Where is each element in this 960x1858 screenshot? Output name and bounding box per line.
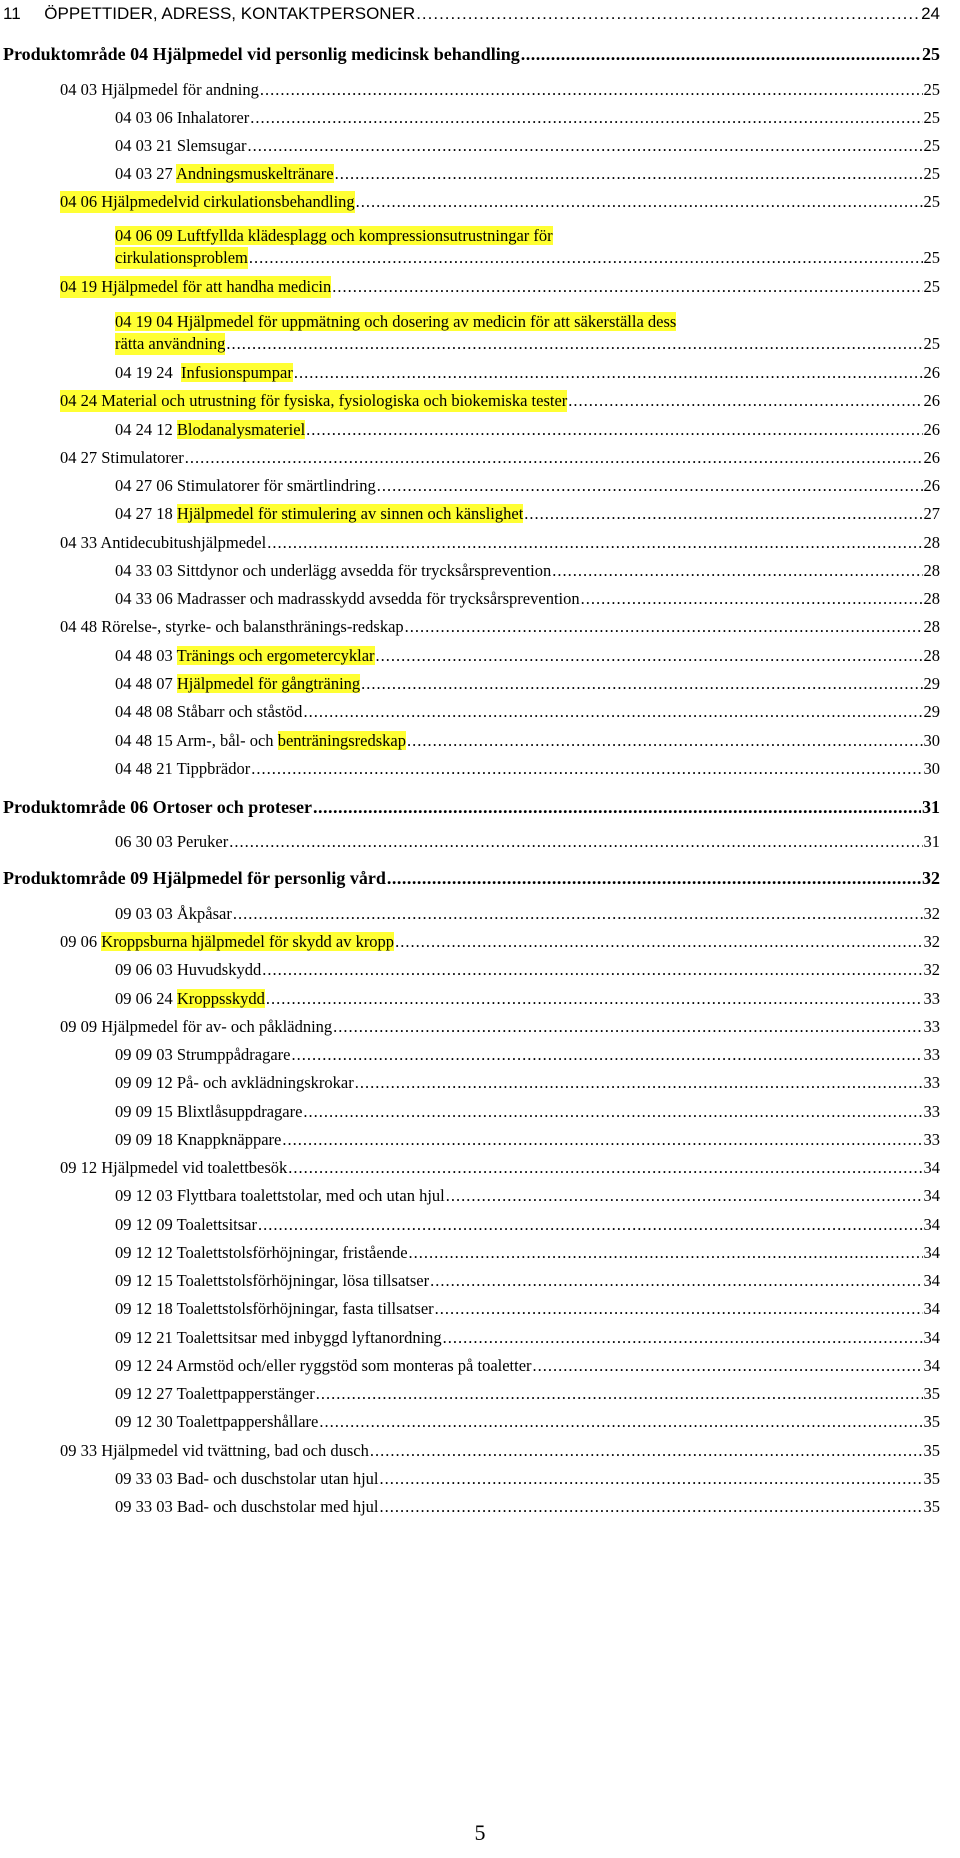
toc-entry[interactable] xyxy=(115,588,940,610)
toc-entry-title: 09 09 12 På- och avklädningskrokar xyxy=(115,1073,354,1092)
toc-entry[interactable] xyxy=(115,1298,940,1320)
toc-page-number: 34 xyxy=(923,1215,940,1234)
toc-page-number: 29 xyxy=(923,674,940,693)
toc-entry-title: 09 12 12 Toalettstolsförhöjningar, fristående xyxy=(115,1243,408,1262)
toc-entry-title-continued: rätta användning xyxy=(115,334,226,353)
toc-leader-dots xyxy=(581,588,923,610)
toc-page-number: 33 xyxy=(923,989,940,1008)
toc-entry[interactable] xyxy=(60,532,940,554)
toc-section-heading[interactable] xyxy=(3,796,940,818)
toc-entry-title: 04 33 03 Sittdynor och underlägg avsedda för trycksårsprevention xyxy=(115,561,552,580)
toc-entry-title: 04 24 12 Blodanalysmateriel xyxy=(115,420,306,439)
toc-entry-title: 09 06 Kroppsburna hjälpmedel för skydd av kropp xyxy=(60,932,395,951)
toc-entry[interactable] xyxy=(115,831,940,853)
toc-page-number: 34 xyxy=(923,1328,940,1347)
toc-leader-dots xyxy=(258,1214,923,1236)
toc-leader-dots xyxy=(395,931,922,953)
toc-entry[interactable] xyxy=(115,1101,940,1123)
toc-page-number: 31 xyxy=(922,797,940,817)
toc-entry-title-continued: cirkulationsproblem xyxy=(115,248,248,267)
toc-page-number: 29 xyxy=(923,702,940,721)
toc-page-number: 35 xyxy=(923,1412,940,1431)
toc-page-number: 25 xyxy=(923,192,940,211)
toc-entry-title: 06 30 03 Peruker xyxy=(115,832,229,851)
toc-entry-title: 09 12 03 Flyttbara toalettstolar, med och utan hjul xyxy=(115,1186,445,1205)
toc-page-number: 25 xyxy=(923,164,940,183)
toc-page-number: 27 xyxy=(923,504,940,523)
toc-entry[interactable] xyxy=(60,390,940,412)
toc-page-number: 28 xyxy=(923,561,940,580)
toc-entry-title: Produktområde 09 Hjälpmedel för personlig vård xyxy=(3,868,386,888)
toc-entry-title: 09 12 15 Toalettstolsförhöjningar, lösa tillsatser xyxy=(115,1271,430,1290)
page-number: 5 xyxy=(474,1820,486,1845)
toc-entry[interactable] xyxy=(60,191,940,213)
toc-page-number: 26 xyxy=(923,391,940,410)
toc-entry-title: 09 33 Hjälpmedel vid tvättning, bad och dusch xyxy=(60,1441,369,1460)
toc-entry[interactable] xyxy=(60,1016,940,1038)
toc-page-number: 28 xyxy=(923,533,940,552)
toc-leader-dots xyxy=(405,616,923,638)
toc-entry[interactable] xyxy=(115,1270,940,1292)
toc-entry-title: 09 09 15 Blixtlåsuppdragare xyxy=(115,1102,303,1121)
toc-entry-title: 04 48 Rörelse-, styrke- och balansthränings-redskap xyxy=(60,617,404,636)
toc-page-number: 34 xyxy=(923,1243,940,1262)
toc-entry-title: 04 19 24 Infusionspumpar xyxy=(115,363,293,382)
toc-page-number: 28 xyxy=(923,617,940,636)
toc-entry[interactable] xyxy=(115,311,940,355)
toc-entry-title: 09 12 27 Toalettpapperstänger xyxy=(115,1384,315,1403)
toc-entry-title: 04 27 06 Stimulatorer för smärtlindring xyxy=(115,476,376,495)
toc-entry-title: 04 33 Antidecubitushjälpmedel xyxy=(60,533,267,552)
toc-entry[interactable] xyxy=(115,107,940,129)
toc-page-number: 30 xyxy=(923,731,940,750)
toc-entry-title: 09 12 24 Armstöd och/eller ryggstöd som monteras på toaletter xyxy=(115,1356,532,1375)
toc-leader-dots xyxy=(361,673,922,695)
toc-section-heading[interactable] xyxy=(3,867,940,889)
toc-leader-dots xyxy=(370,1440,923,1462)
toc-entry-title: 04 06 Hjälpmedelvid cirkulationsbehandling xyxy=(60,192,355,211)
toc-entry[interactable] xyxy=(115,225,940,269)
toc-leader-dots xyxy=(409,1242,923,1264)
toc-entry-title: 04 06 09 Luftfyllda klädesplagg och kompressionsutrustningar för xyxy=(115,226,553,245)
toc-leader-dots xyxy=(250,107,922,129)
toc-entry-title: 04 03 06 Inhalatorer xyxy=(115,108,250,127)
toc-page-number: 35 xyxy=(923,1497,940,1516)
toc-entry[interactable] xyxy=(115,362,940,384)
toc-leader-dots xyxy=(313,796,921,818)
toc-entry[interactable] xyxy=(115,673,940,695)
toc-entry-title: 04 19 04 Hjälpmedel för uppmätning och dosering av medicin för att säkerställa dess xyxy=(115,312,677,331)
toc-page-number: 32 xyxy=(923,960,940,979)
toc-leader-dots xyxy=(552,560,922,582)
toc-leader-dots xyxy=(568,390,922,412)
toc-leader-dots xyxy=(267,532,922,554)
toc-entry[interactable] xyxy=(115,1242,940,1264)
toc-page-number: 26 xyxy=(923,448,940,467)
toc-entry[interactable] xyxy=(115,419,940,441)
toc-entry-title: 09 06 03 Huvudskydd xyxy=(115,960,262,979)
toc-entry-title: 09 06 24 Kroppsskydd xyxy=(115,989,265,1008)
toc-entry-title: 09 12 Hjälpmedel vid toalettbesök xyxy=(60,1158,288,1177)
toc-page-number: 35 xyxy=(923,1441,940,1460)
toc-entry-title: 11 ÖPPETTIDER, ADRESS, KONTAKTPERSONER xyxy=(3,4,416,23)
toc-leader-dots xyxy=(262,959,922,981)
toc-entry-title: 09 12 30 Toalettpappershållare xyxy=(115,1412,319,1431)
toc-leader-dots xyxy=(332,276,922,298)
toc-entry-title: 04 27 18 Hjälpmedel för stimulering av sinnen och känslighet xyxy=(115,504,524,523)
toc-entry[interactable] xyxy=(115,1185,940,1207)
toc-leader-dots xyxy=(282,1129,922,1151)
toc-page-number: 26 xyxy=(923,476,940,495)
toc-leader-dots xyxy=(524,503,922,525)
toc-entry[interactable] xyxy=(115,758,940,780)
toc-entry[interactable] xyxy=(115,475,940,497)
toc-entry[interactable] xyxy=(115,1355,940,1377)
toc-entry-title: 04 03 21 Slemsugar xyxy=(115,136,247,155)
toc-page-number: 24 xyxy=(921,4,940,23)
toc-entry-title: 04 24 Material och utrustning för fysiska, fysiologiska och biokemiska tester xyxy=(60,391,568,410)
toc-leader-dots xyxy=(333,1016,922,1038)
toc-entry-title: 09 09 03 Strumppådragare xyxy=(115,1045,291,1064)
toc-page-number: 34 xyxy=(923,1271,940,1290)
toc-entry[interactable] xyxy=(60,276,940,298)
toc-page-number: 35 xyxy=(923,1469,940,1488)
toc-leader-dots xyxy=(430,1270,922,1292)
toc-leader-dots xyxy=(292,1044,923,1066)
toc-page-number: 25 xyxy=(922,44,940,64)
toc-entry-title: Produktområde 04 Hjälpmedel vid personlig medicinsk behandling xyxy=(3,44,520,64)
toc-leader-dots xyxy=(229,831,922,853)
toc-entry[interactable] xyxy=(115,163,940,185)
toc-page-number: 31 xyxy=(923,832,940,851)
toc-entry-title: 09 33 03 Bad- och duschstolar med hjul xyxy=(115,1497,379,1516)
toc-leader-dots xyxy=(251,758,922,780)
toc-page-number: 33 xyxy=(923,1045,940,1064)
toc-leader-dots xyxy=(185,447,923,469)
toc-page-number: 30 xyxy=(923,759,940,778)
toc-page-number: 26 xyxy=(923,363,940,382)
toc-leader-dots xyxy=(443,1327,923,1349)
toc-entry[interactable] xyxy=(60,79,940,101)
toc-page-number: 32 xyxy=(923,932,940,951)
toc-entry[interactable] xyxy=(115,1044,940,1066)
toc-leader-dots xyxy=(356,191,923,213)
toc-page-number: 34 xyxy=(923,1158,940,1177)
toc-page-number: 25 xyxy=(923,136,940,155)
toc-leader-dots xyxy=(306,419,922,441)
toc-page-number: 35 xyxy=(923,1384,940,1403)
toc-leader-dots xyxy=(288,1157,922,1179)
toc-page-number: 34 xyxy=(923,1299,940,1318)
toc-leader-dots xyxy=(266,988,923,1010)
toc-entry[interactable] xyxy=(115,1383,940,1405)
toc-entry[interactable] xyxy=(115,1214,940,1236)
toc-page-number: 25 xyxy=(923,248,940,267)
toc-entry-title: 04 19 Hjälpmedel för att handha medicin xyxy=(60,277,332,296)
toc-leader-dots xyxy=(260,79,923,101)
toc-page-number: 28 xyxy=(923,589,940,608)
toc-entry[interactable] xyxy=(115,560,940,582)
toc-leader-dots xyxy=(294,362,923,384)
toc-page-number: 25 xyxy=(923,80,940,99)
toc-entry-title: 04 03 27 Andningsmuskeltränare xyxy=(115,164,334,183)
toc-entry[interactable] xyxy=(60,1440,940,1462)
toc-leader-dots xyxy=(233,903,923,925)
toc-entry[interactable] xyxy=(115,135,940,157)
toc-entry-title: 09 12 18 Toalettstolsförhöjningar, fasta tillsatser xyxy=(115,1299,434,1318)
toc-page-number: 25 xyxy=(923,334,940,353)
toc-leader-dots xyxy=(380,1496,923,1518)
toc-entry[interactable] xyxy=(3,3,940,25)
toc-entry-title: 04 48 15 Arm-, bål- och benträningsredskap xyxy=(115,731,406,750)
toc-entry-title: 04 27 Stimulatorer xyxy=(60,448,184,467)
toc-page-number: 33 xyxy=(923,1017,940,1036)
toc-entry[interactable] xyxy=(115,701,940,723)
toc-leader-dots xyxy=(446,1185,923,1207)
toc-page-number: 34 xyxy=(923,1186,940,1205)
toc-page-number: 32 xyxy=(922,868,940,888)
toc-leader-dots xyxy=(407,730,923,752)
toc-entry[interactable] xyxy=(115,1411,940,1433)
toc-leader-dots xyxy=(319,1411,922,1433)
toc-entry-title: 04 48 07 Hjälpmedel för gångträning xyxy=(115,674,361,693)
toc-entry[interactable] xyxy=(115,645,940,667)
toc-entry-title: 04 48 08 Ståbarr och ståstöd xyxy=(115,702,303,721)
toc-page-number: 32 xyxy=(923,904,940,923)
toc-entry-title: 09 12 09 Toalettsitsar xyxy=(115,1215,257,1234)
toc-leader-dots xyxy=(387,867,921,889)
toc-page-number: 28 xyxy=(923,646,940,665)
toc-entry-title: 09 33 03 Bad- och duschstolar utan hjul xyxy=(115,1469,379,1488)
toc-entry[interactable] xyxy=(115,1496,940,1518)
toc-entry-title: 04 33 06 Madrasser och madrasskydd avsedda för trycksårsprevention xyxy=(115,589,580,608)
toc-leader-dots xyxy=(380,1468,923,1490)
toc-section-heading[interactable] xyxy=(3,43,940,65)
toc-entry-title: 09 12 21 Toalettsitsar med inbyggd lyftanordning xyxy=(115,1328,442,1347)
toc-leader-dots xyxy=(377,475,923,497)
toc-leader-dots xyxy=(248,135,923,157)
toc-entry-title: 04 48 21 Tippbrädor xyxy=(115,759,251,778)
toc-leader-dots xyxy=(303,701,922,723)
toc-entry[interactable] xyxy=(60,616,940,638)
toc-entry[interactable] xyxy=(60,447,940,469)
toc-leader-dots xyxy=(521,43,921,65)
toc-leader-dots xyxy=(303,1101,922,1123)
toc-leader-dots xyxy=(249,247,923,269)
toc-leader-dots xyxy=(335,163,923,185)
toc-leader-dots xyxy=(416,3,920,25)
toc-entry-title: 04 03 Hjälpmedel för andning xyxy=(60,80,259,99)
toc-leader-dots xyxy=(226,333,922,355)
toc-page-number: 33 xyxy=(923,1130,940,1149)
toc-entry[interactable] xyxy=(115,903,940,925)
toc-entry-title: 09 03 03 Åkpåsar xyxy=(115,904,232,923)
toc-page-number: 34 xyxy=(923,1356,940,1375)
toc-entry-title: Produktområde 06 Ortoser och proteser xyxy=(3,797,312,817)
toc-page-number: 33 xyxy=(923,1073,940,1092)
toc-entry[interactable] xyxy=(60,931,940,953)
toc-leader-dots xyxy=(533,1355,923,1377)
toc-leader-dots xyxy=(355,1072,923,1094)
toc-entry[interactable] xyxy=(115,1129,940,1151)
toc-leader-dots xyxy=(435,1298,923,1320)
toc-page-number: 33 xyxy=(923,1102,940,1121)
toc-entry[interactable] xyxy=(115,730,940,752)
toc-entry-title: 09 09 Hjälpmedel för av- och påklädning xyxy=(60,1017,333,1036)
toc-entry-title: 09 09 18 Knappknäppare xyxy=(115,1130,282,1149)
toc-entry[interactable] xyxy=(115,988,940,1010)
toc-entry[interactable] xyxy=(60,1157,940,1179)
toc-page-number: 25 xyxy=(923,277,940,296)
toc-page-number: 26 xyxy=(923,420,940,439)
toc-entry[interactable] xyxy=(115,503,940,525)
toc-leader-dots xyxy=(316,1383,923,1405)
toc-page-number: 25 xyxy=(923,108,940,127)
toc-leader-dots xyxy=(376,645,923,667)
toc-entry[interactable] xyxy=(115,959,940,981)
toc-entry[interactable] xyxy=(115,1327,940,1349)
toc-entry[interactable] xyxy=(115,1468,940,1490)
toc-entry[interactable] xyxy=(115,1072,940,1094)
toc-entry-title: 04 48 03 Tränings och ergometercyklar xyxy=(115,646,375,665)
